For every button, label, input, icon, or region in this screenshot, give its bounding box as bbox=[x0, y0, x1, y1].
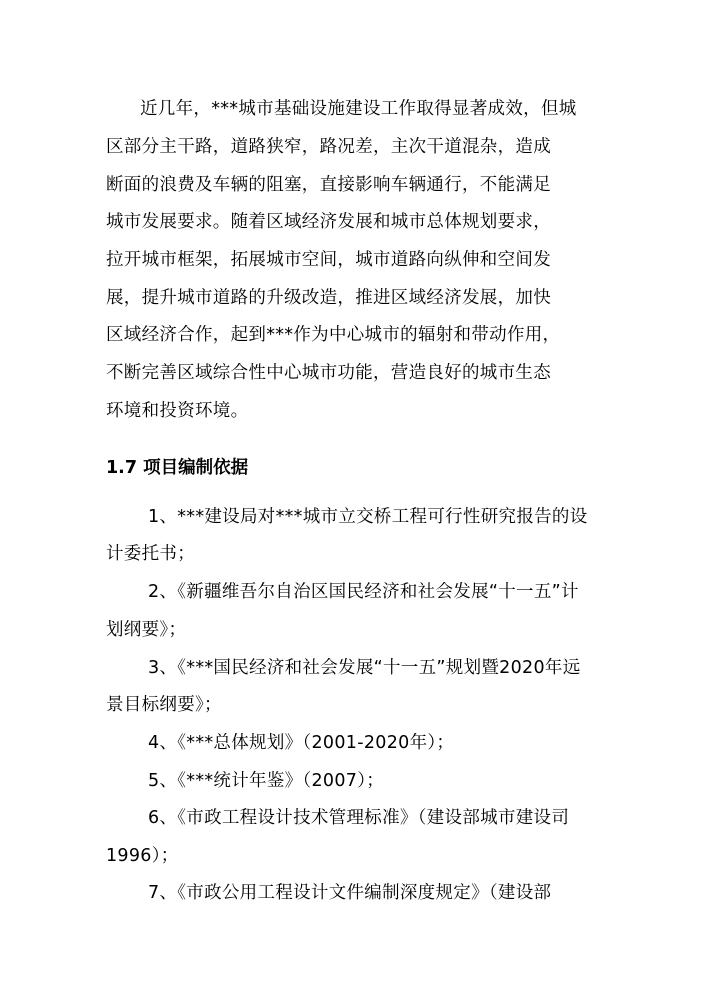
paragraph-line: 城市发展要求。随着区域经济发展和城市总体规划要求， bbox=[106, 212, 551, 232]
reference-line: 景目标纲要》； bbox=[106, 695, 222, 715]
reference-line: 7、《市政公用工程设计文件编制深度规定》（建设部 bbox=[148, 883, 552, 903]
paragraph-line: 展，提升城市道路的升级改造，推进区域经济发展，加快 bbox=[106, 288, 551, 308]
reference-line: 计委托书； bbox=[106, 544, 195, 564]
paragraph-line: 断面的浪费及车辆的阻塞，直接影响车辆通行，不能满足 bbox=[106, 175, 551, 195]
reference-line: 1、***建设局对***城市立交桥工程可行性研究报告的设 bbox=[148, 507, 588, 527]
paragraph-line: 不断完善区域综合性中心城市功能，营造良好的城市生态 bbox=[106, 363, 551, 383]
paragraph-line: 区部分主干路，道路狭窄，路况差，主次干道混杂，造成 bbox=[106, 137, 551, 157]
paragraph-line: 区域经济合作，起到***作为中心城市的辐射和带动作用， bbox=[106, 325, 561, 345]
section-heading: 1.7 项目编制依据 bbox=[106, 458, 249, 478]
reference-line: 6、《市政工程设计技术管理标准》（建设部城市建设司 bbox=[148, 808, 570, 828]
reference-line: 4、《***总体规划》（2001-2020年）； bbox=[148, 733, 455, 753]
paragraph-line: 拉开城市框架，拓展城市空间，城市道路向纵伸和空间发 bbox=[106, 250, 551, 270]
reference-line: 2、《新疆维吾尔自治区国民经济和社会发展“十一五”计 bbox=[148, 582, 579, 602]
reference-line: 3、《***国民经济和社会发展“十一五”规划暨2020年远 bbox=[148, 658, 581, 678]
paragraph-line: 近几年，***城市基础设施建设工作取得显著成效，但城 bbox=[140, 99, 577, 119]
reference-line: 5、《***统计年鉴》（2007）； bbox=[148, 771, 385, 791]
paragraph-line: 环境和投资环境。 bbox=[106, 401, 249, 421]
reference-line: 1996）； bbox=[106, 846, 179, 866]
reference-line: 划纲要》； bbox=[106, 620, 187, 640]
